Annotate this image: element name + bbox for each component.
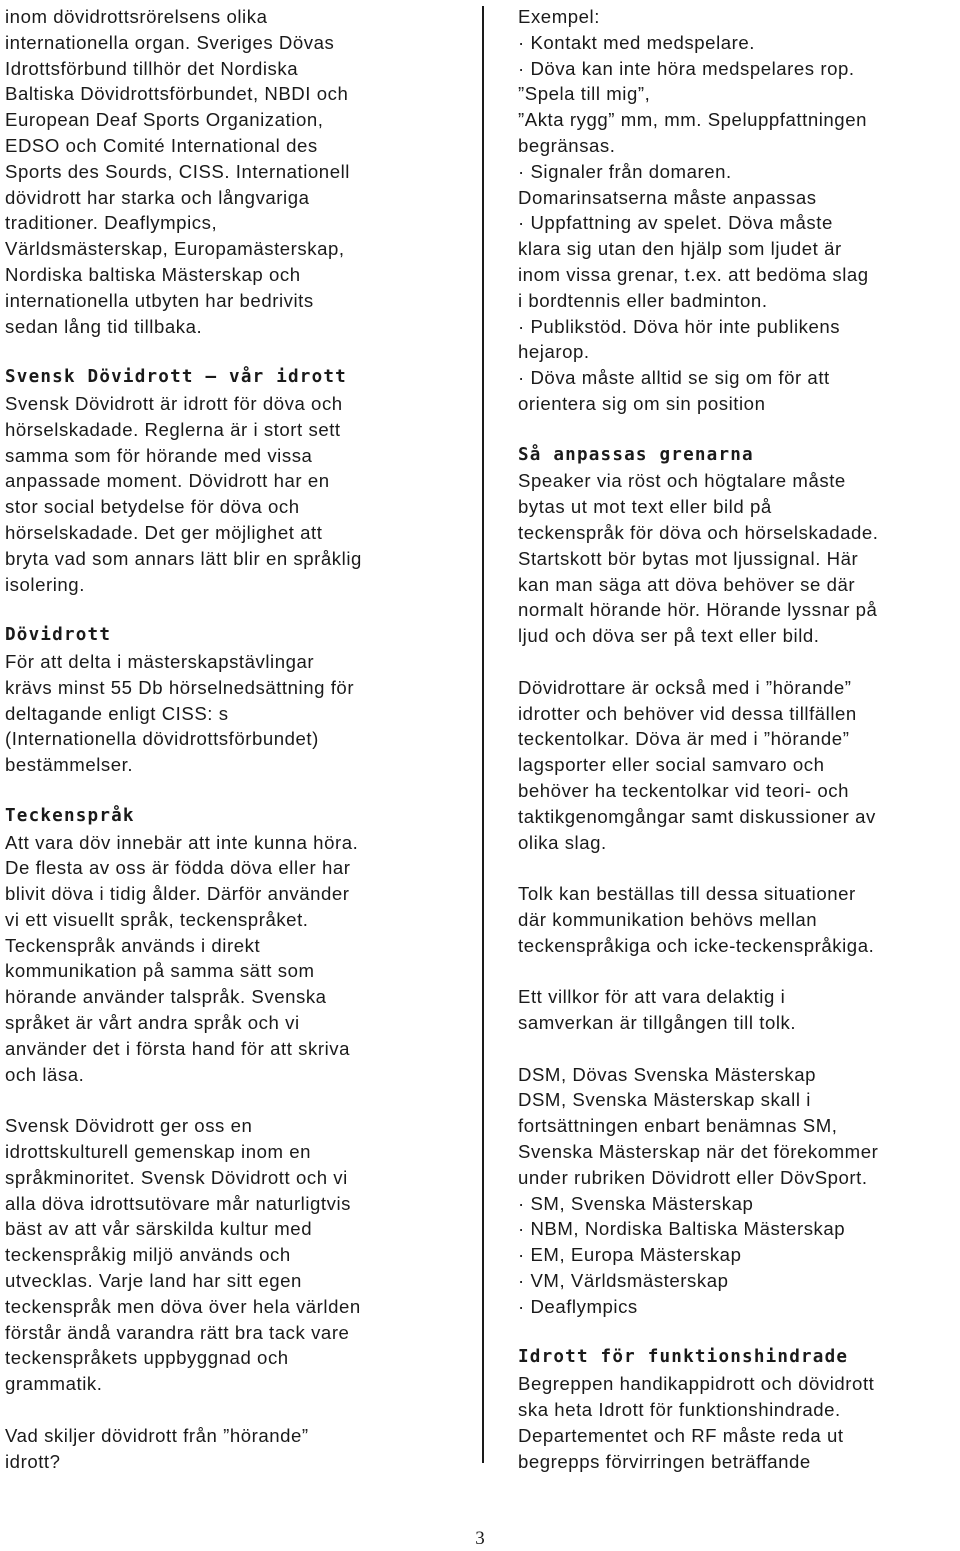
left-text-line: teckenspråkig miljö används och xyxy=(5,1244,291,1266)
right-text-line: teckenspråk för döva och hörselskadade. xyxy=(518,521,879,543)
left-text-line: Svensk Dövidrott ger oss en xyxy=(5,1115,253,1137)
left-spacer xyxy=(5,597,470,623)
right-text-line: begränsas. xyxy=(518,134,616,156)
right-spacer xyxy=(518,1320,958,1346)
right-spacer xyxy=(518,417,958,443)
right-text-line: · Uppfattning av spelet. Döva måste xyxy=(518,212,833,234)
left-text-line: och läsa. xyxy=(5,1063,85,1085)
right-text-line: · Döva måste alltid se sig om för att xyxy=(518,367,830,389)
right-text-line: hejarop. xyxy=(518,341,590,363)
left-text-line: Teckenspråk används i direkt xyxy=(5,934,261,956)
left-text-line: bäst av att vår särskilda kultur med xyxy=(5,1218,313,1240)
left-text-line: EDSO och Comité International des xyxy=(5,134,318,156)
right-text-line: Speaker via röst och högtalare måste xyxy=(518,470,846,492)
right-heading: Så anpassas grenarna xyxy=(518,444,754,465)
right-text-line: klara sig utan den hjälp som ljudet är xyxy=(518,238,842,260)
left-text-line: stor social betydelse för döva och xyxy=(5,496,300,518)
right-text-line: taktikgenomgångar samt diskussioner av xyxy=(518,805,876,827)
right-text-line: DSM, Svenska Mästerskap skall i xyxy=(518,1089,811,1111)
right-text-line: Exempel: xyxy=(518,6,600,27)
page-number: 3 xyxy=(475,1528,485,1549)
left-text-line: teckenspråkets uppbyggnad och xyxy=(5,1347,289,1369)
left-text-line: idrott? xyxy=(5,1450,61,1472)
right-text-line: behöver ha teckentolkar vid teori- och xyxy=(518,779,849,801)
right-text-line: inom vissa grenar, t.ex. att bedöma slag xyxy=(518,263,869,285)
left-text-line: anpassade moment. Dövidrott har en xyxy=(5,470,330,492)
left-text-line: utvecklas. Varje land har sitt egen xyxy=(5,1270,302,1292)
left-text-line: teckenspråk men döva över hela världen xyxy=(5,1295,361,1317)
left-text-line: kommunikation på samma sätt som xyxy=(5,960,315,982)
right-text-line: Domarinsatserna måste anpassas xyxy=(518,186,817,208)
left-text-line: internationella organ. Sveriges Dövas xyxy=(5,31,335,53)
right-text-line: samverkan är tillgången till tolk. xyxy=(518,1012,797,1034)
right-text-line: Startskott bör bytas mot ljussignal. Här xyxy=(518,547,859,569)
left-text-line: hörande använder talspråk. Svenska xyxy=(5,986,327,1008)
right-text-line: i bordtennis eller badminton. xyxy=(518,289,768,311)
left-text-line: hörselskadade. Det ger möjlighet att xyxy=(5,521,323,543)
right-text-line: · EM, Europa Mästerskap xyxy=(518,1244,742,1266)
column-divider xyxy=(482,6,484,1463)
right-text-line: · VM, Världsmästerskap xyxy=(518,1270,729,1292)
left-text-line: förstår ändå varandra rätt bra tack vare xyxy=(5,1321,350,1343)
left-text-line: Världsmästerskap, Europamästerskap, xyxy=(5,238,345,260)
right-text-line: Begreppen handikappidrott och dövidrott xyxy=(518,1373,875,1395)
left-spacer xyxy=(5,778,470,804)
left-text-line: isolering. xyxy=(5,573,85,595)
left-text-line: hörselskadade. Reglerna är i stort sett xyxy=(5,418,341,440)
right-heading: Idrott för funktionshindrade xyxy=(518,1347,849,1368)
right-text-line: · Deaflympics xyxy=(518,1295,638,1317)
left-spacer xyxy=(5,339,470,365)
left-text-line: språket är vårt andra språk och vi xyxy=(5,1012,300,1034)
right-text-line: · SM, Svenska Mästerskap xyxy=(518,1192,754,1214)
left-text-line: alla döva idrottsutövare mår naturligtvis xyxy=(5,1192,352,1214)
left-text-line: blivit döva i tidig ålder. Därför använder xyxy=(5,883,350,905)
right-text-line: idrotter och behöver vid dessa tillfällen xyxy=(518,702,857,724)
left-text-line: språkminoritet. Svensk Dövidrott och vi xyxy=(5,1166,348,1188)
left-text-line: idrottskulturell gemenskap inom en xyxy=(5,1141,312,1163)
left-text-line: Vad skiljer dövidrott från ”hörande” xyxy=(5,1424,309,1446)
right-text-line: Ett villkor för att vara delaktig i xyxy=(518,986,786,1008)
right-text-line: teckentolkar. Döva är med i ”hörande” xyxy=(518,728,850,750)
left-text-line: använder det i första hand för att skriva xyxy=(5,1037,351,1059)
right-text-line: bytas ut mot text eller bild på xyxy=(518,496,772,518)
left-spacer xyxy=(5,1397,470,1423)
right-text-line: normalt hörande hör. Hörande lyssnar på xyxy=(518,599,878,621)
right-text-line: ”Akta rygg” mm, mm. Speluppfattningen xyxy=(518,109,867,131)
right-text-line: · Signaler från domaren. xyxy=(518,160,732,182)
right-spacer xyxy=(518,649,958,675)
right-text-line: ljud och döva ser på text eller bild. xyxy=(518,625,820,647)
left-text-line: De flesta av oss är födda döva eller har xyxy=(5,857,351,879)
right-spacer xyxy=(518,958,958,984)
right-text-line: teckenspråkiga och icke-teckenspråkiga. xyxy=(518,934,875,956)
left-text-line: bestämmelser. xyxy=(5,754,134,776)
right-text-line: · Döva kan inte höra medspelares rop. xyxy=(518,57,855,79)
left-text-line: Baltiska Dövidrottsförbundet, NBDI och xyxy=(5,83,349,105)
right-text-line: · NBM, Nordiska Baltiska Mästerskap xyxy=(518,1218,846,1240)
right-spacer xyxy=(518,855,958,881)
right-column xyxy=(518,4,958,1474)
left-text-line: samma som för hörande med vissa xyxy=(5,444,313,466)
left-text-line: bryta vad som annars lätt blir en språklig xyxy=(5,547,362,569)
left-text-line: grammatik. xyxy=(5,1373,103,1395)
right-text-line: lagsporter eller social samvaro och xyxy=(518,754,825,776)
right-text-line: Tolk kan beställas till dessa situationer xyxy=(518,883,856,905)
left-text-line: traditioner. Deaflympics, xyxy=(5,212,218,234)
left-text-line: Nordiska baltiska Mästerskap och xyxy=(5,263,301,285)
left-spacer xyxy=(5,1087,470,1113)
left-text-line: deltagande enligt CISS: s xyxy=(5,702,229,724)
right-text-line: under rubriken Dövidrott eller DövSport. xyxy=(518,1166,868,1188)
right-text-line: ”Spela till mig”, xyxy=(518,83,651,105)
right-text-line: begrepps förvirringen beträffande xyxy=(518,1450,811,1472)
right-text-line: Departementet och RF måste reda ut xyxy=(518,1424,844,1446)
left-heading: Svensk Dövidrott – vår idrott xyxy=(5,367,347,388)
right-text-line: · Publikstöd. Döva hör inte publikens xyxy=(518,315,841,337)
right-text-line: där kommunikation behövs mellan xyxy=(518,908,818,930)
left-text-line: inom dövidrottsrörelsens olika xyxy=(5,6,268,27)
left-text-line: sedan lång tid tillbaka. xyxy=(5,315,203,337)
left-column xyxy=(5,4,470,1474)
right-text-line: · Kontakt med medspelare. xyxy=(518,31,755,53)
left-text-line: vi ett visuellt språk, teckenspråket. xyxy=(5,908,309,930)
left-text-line: (Internationella dövidrottsförbundet) xyxy=(5,728,319,750)
left-text-line: Att vara döv innebär att inte kunna höra. xyxy=(5,831,359,853)
left-text-line: Sports des Sourds, CISS. Internationell xyxy=(5,160,350,182)
left-text-line: Idrottsförbund tillhör det Nordiska xyxy=(5,57,299,79)
right-text-line: Dövidrottare är också med i ”hörande” xyxy=(518,676,852,698)
left-text-line: Svensk Dövidrott är idrott för döva och xyxy=(5,392,343,414)
right-text-line: olika slag. xyxy=(518,831,607,853)
left-text-line: krävs minst 55 Db hörselnedsättning för xyxy=(5,676,355,698)
right-spacer xyxy=(518,1036,958,1062)
left-text-line: European Deaf Sports Organization, xyxy=(5,109,324,131)
right-text-line: kan man säga att döva behöver se där xyxy=(518,573,856,595)
left-text-line: dövidrott har starka och långvariga xyxy=(5,186,310,208)
left-heading: Teckenspråk xyxy=(5,805,135,826)
left-text-line: internationella utbyten har bedrivits xyxy=(5,289,314,311)
right-text-line: orientera sig om sin position xyxy=(518,392,766,414)
right-text-line: DSM, Dövas Svenska Mästerskap xyxy=(518,1063,817,1085)
left-heading: Dövidrott xyxy=(5,625,112,646)
right-text-line: ska heta Idrott för funktionshindrade. xyxy=(518,1399,841,1421)
left-text-line: För att delta i mästerskapstävlingar xyxy=(5,650,315,672)
right-text-line: fortsättningen enbart benämnas SM, xyxy=(518,1115,838,1137)
right-text-line: Svenska Mästerskap när det förekommer xyxy=(518,1141,879,1163)
